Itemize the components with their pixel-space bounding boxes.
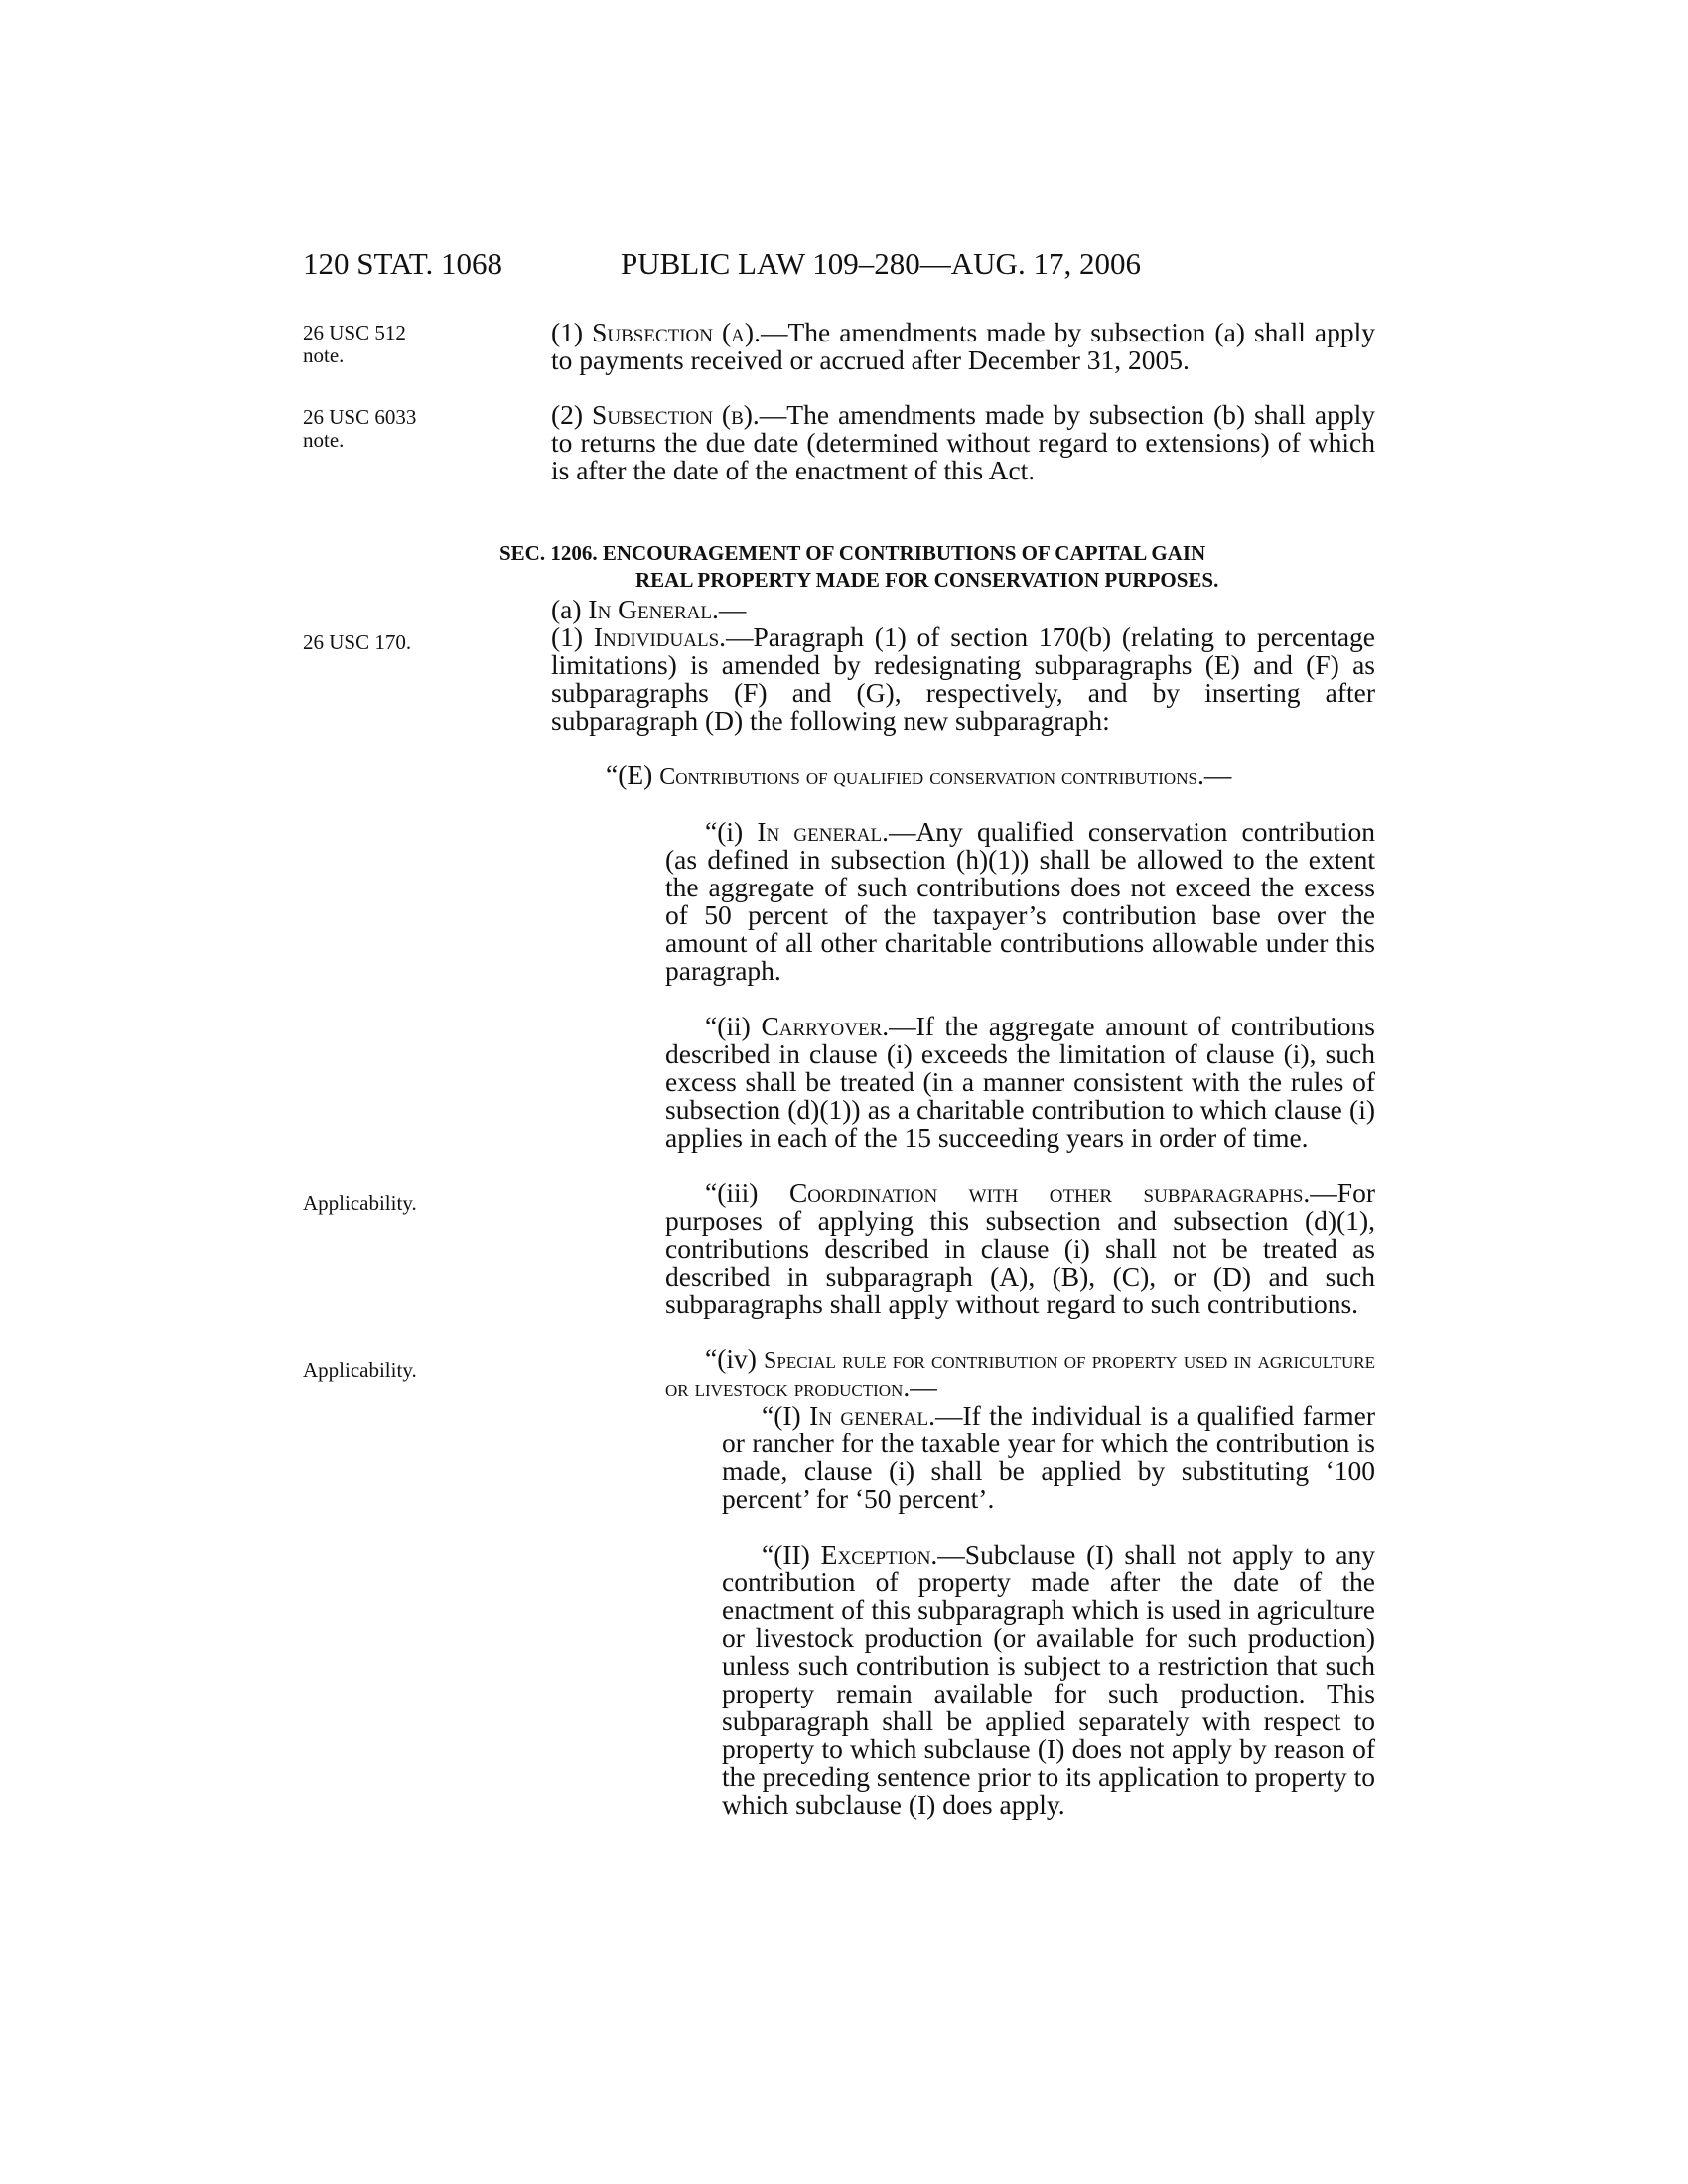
clause-iii-text: .—For purposes of applying this subsection and subsection (d)(1), contributions described in clause (i) shall not be treated as described in subparagraph (A), (B), (C), or (D) and such subparagraphs shall apply without regard to such contributions. xyxy=(665,1177,1375,1319)
paragraph-1 xyxy=(551,319,1375,374)
subclause-II-heading: Exception xyxy=(820,1539,931,1570)
subsection-a-number: (a) xyxy=(551,594,582,624)
paragraph-a1 xyxy=(551,623,1375,735)
subparagraph-e-dash: .— xyxy=(1196,759,1232,790)
subparagraph-e-heading xyxy=(606,759,1375,790)
clause-iv-dash: .— xyxy=(903,1371,937,1402)
subparagraph-e-title: Contributions of qualified conservation contributions xyxy=(659,764,1197,790)
clause-iii-heading: Coordination with other subparagraphs xyxy=(788,1177,1304,1208)
paragraph-1-heading: Subsection (a) xyxy=(592,317,755,347)
section-heading-line1: SEC. 1206. ENCOURAGEMENT OF CONTRIBUTIONS OF CAPITAL GAIN xyxy=(499,541,1206,565)
margin-note-usc-170: 26 USC 170. xyxy=(303,630,412,654)
subclause-I xyxy=(722,1402,1375,1513)
paragraph-2-number: (2) xyxy=(551,399,584,430)
paragraph-2-text: .—The amendments made by subsection (b) shall apply to returns the due date (determined without regard to extensions) of which is after the date of the enactment of this Act. xyxy=(551,399,1375,485)
page-reference: 120 STAT. 1068 xyxy=(303,246,503,281)
subclause-I-heading: In general xyxy=(809,1400,929,1431)
clause-i-number: “(i) xyxy=(705,816,744,847)
clause-i-text: .—Any qualified conservation contribution (as defined in subsection (h)(1)) shall be allowed to the extent the aggregate of such contributions does not exceed the excess of 50 percent of the taxpayer’s contribution base over the amount of all other charitable contributions allowable under this paragraph. xyxy=(665,816,1375,986)
subclause-I-text: .—If the individual is a qualified farmer or rancher for the taxable year for which the contribution is made, clause (i) shall be applied by substituting ‘100 percent’ for ‘50 percent’. xyxy=(722,1400,1376,1514)
subclause-II-text: .—Subclause (I) shall not apply to any contribution of property made after the date of the enactment of this subparagraph which is used in agriculture or livestock production (or available for such production) unless such contribution is subject to a restriction that such property remain available for such production. This subparagraph shall be applied separately with respect to property to which subclause (I) does not apply by reason of the preceding sentence prior to its application to property to which subclause (I) does apply. xyxy=(722,1539,1376,1820)
clause-i xyxy=(665,818,1375,985)
paragraph-2-heading: Subsection (b) xyxy=(592,399,753,430)
paragraph-a1-text: .—Paragraph (1) of section 170(b) (relating to percentage limitations) is amended by redesignating subparagraphs (E) and (F) as subparagraphs (F) and (G), respectively, and by inserting after subparagraph (D) the following new subparagraph: xyxy=(551,621,1376,736)
margin-note-applicability-1: Applicability. xyxy=(303,1191,417,1215)
paragraph-a1-number: (1) xyxy=(551,621,584,652)
subclause-II-number: “(II) xyxy=(762,1539,810,1570)
clause-ii-text: .—If the aggregate amount of contributions described in clause (i) exceeds the limitation of clause (i), such excess shall be treated (in a manner consistent with the rules of subsection (d)(1)) as a charitable contribution to which clause (i) applies in each of the 15 succeeding years in order of time. xyxy=(665,1011,1376,1153)
clause-iv-title: Special rule for contribution of property used in agriculture or livestock production xyxy=(665,1348,1376,1402)
section-heading xyxy=(499,540,1373,594)
clause-iii-number: “(iii) xyxy=(705,1177,759,1208)
subclause-I-number: “(I) xyxy=(762,1400,801,1431)
clause-ii-number: “(ii) xyxy=(705,1011,751,1041)
subsection-a-title: In General xyxy=(588,594,712,624)
paragraph-1-text: .—The amendments made by subsection (a) shall apply to payments received or accrued after December 31, 2005. xyxy=(551,317,1375,375)
subsection-a-dash: .— xyxy=(711,594,747,624)
page-title: PUBLIC LAW 109–280—AUG. 17, 2006 xyxy=(621,246,1141,281)
clause-iv-number: “(iv) xyxy=(705,1343,757,1374)
paragraph-1-number: (1) xyxy=(551,317,584,347)
clause-ii xyxy=(665,1013,1375,1152)
margin-note-applicability-2: Applicability. xyxy=(303,1358,417,1382)
paragraph-a1-heading: Individuals xyxy=(593,621,720,652)
paragraph-2 xyxy=(551,401,1375,484)
margin-note-usc-512: 26 USC 512 note. xyxy=(303,321,406,367)
clause-ii-heading: Carryover xyxy=(761,1011,883,1041)
subparagraph-e-number: “(E) xyxy=(606,759,653,790)
margin-note-usc-6033-line2: note. xyxy=(303,428,345,452)
clause-iv-heading xyxy=(665,1343,1376,1402)
margin-note-usc-6033-line1: 26 USC 6033 xyxy=(303,405,417,429)
margin-note-usc-6033 xyxy=(303,406,452,452)
section-heading-line2: REAL PROPERTY MADE FOR CONSERVATION PURPOSES. xyxy=(635,568,1219,592)
clause-iii xyxy=(665,1179,1375,1318)
clause-i-heading: In general xyxy=(757,816,883,847)
subsection-a-heading xyxy=(551,596,1375,623)
subclause-II xyxy=(722,1541,1375,1819)
